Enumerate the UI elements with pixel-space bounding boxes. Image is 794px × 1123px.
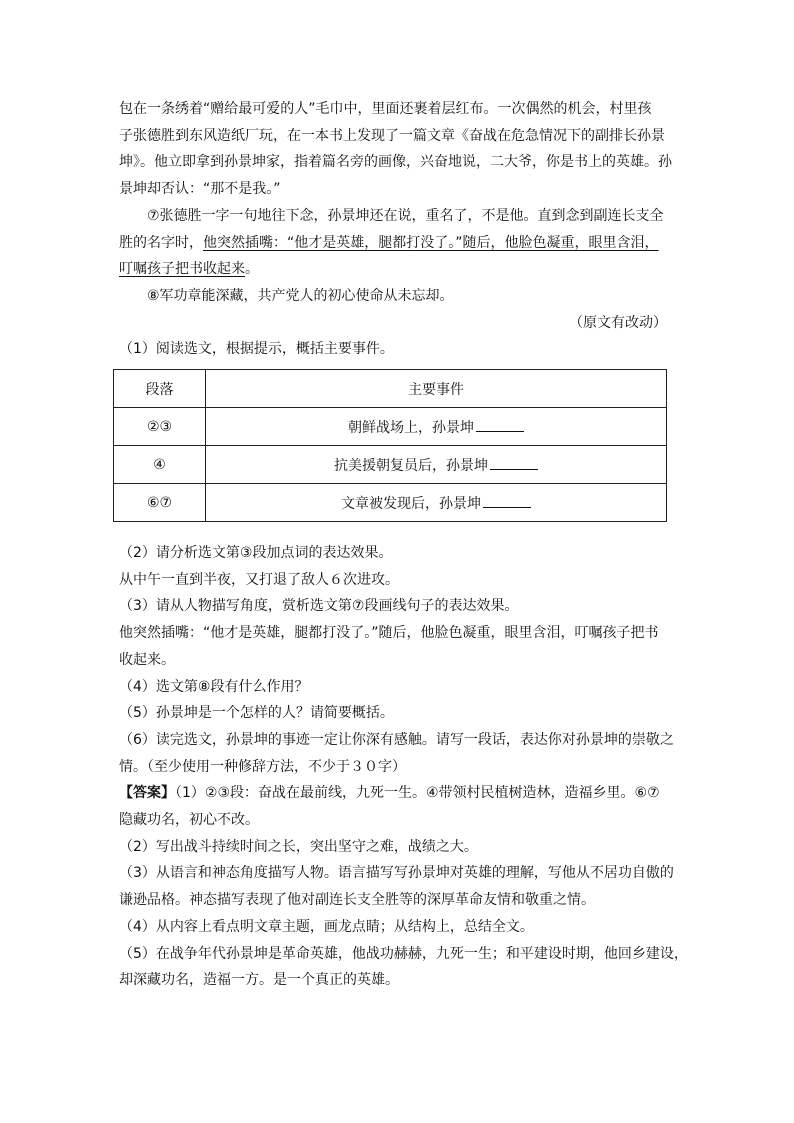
answer-1 <box>119 780 677 807</box>
table-row <box>114 446 667 484</box>
event-text: 朝鲜战场上，孙景坤 <box>348 419 474 436</box>
paragraph-7-line <box>119 256 677 283</box>
answer-text: （1）②③段：奋战在最前线，九死一生。④带领村民植树造林，造福乡里。⑥⑦ <box>175 785 660 802</box>
event-text: 文章被发现后，孙景坤 <box>341 495 481 512</box>
table-cell-paragraph: ⑥⑦ <box>114 484 206 522</box>
underlined-sentence: 叮嘱孩子把书收起来 <box>119 261 245 278</box>
table-row <box>114 484 667 522</box>
question-3-quote: 收起来。 <box>119 651 175 668</box>
document-page <box>119 96 688 994</box>
question-2: （2）请分析选文第③段加点词的表达效果。 <box>119 545 393 562</box>
table-row <box>114 408 667 446</box>
underlined-sentence: 他突然插嘴：“他才是英雄，腿都打没了。”随后，他脸色凝重，眼里含泪， <box>203 234 659 251</box>
answer-blank <box>490 456 538 470</box>
passage-line: 景坤却否认：“那不是我。” <box>119 181 281 198</box>
plain-text: 。 <box>245 261 259 278</box>
question-5: （5）孙景坤是一个怎样的人？请简要概括。 <box>119 705 394 722</box>
table-cell-paragraph: ②③ <box>114 408 206 446</box>
table-cell-event <box>206 484 667 522</box>
answer-blank <box>483 494 531 508</box>
answer-4: （4）从内容上看点明文章主题，画龙点睛；从结构上，总结全文。 <box>119 918 534 935</box>
paragraph-8: ⑧军功章能深藏，共产党人的初心使命从未忘却。 <box>147 287 454 304</box>
answer-5-cont: 却深藏功名，造福一方。是一个真正的英雄。 <box>119 972 399 989</box>
paragraph-7-line: ⑦张德胜一字一句地往下念，孙景坤还在说，重名了，不是他。直到念到副连长支全 <box>147 207 664 224</box>
answer-3-cont: 谦逊品格。神态描写表现了他对副连长支全胜等的深厚革命友情和敬重之情。 <box>119 892 595 909</box>
question-3-quote: 他突然插嘴：“他才是英雄，腿都打没了。”随后，他脸色凝重，眼里含泪，叮嘱孩子把书 <box>119 625 659 642</box>
answer-1-cont: 隐藏功名，初心不改。 <box>119 812 259 829</box>
table-header-row <box>114 370 667 408</box>
event-text: 抗美援朝复员后，孙景坤 <box>334 457 488 474</box>
question-6: 情。（至少使用一种修辞方法，不少于３０字） <box>119 758 406 775</box>
question-3: （3）请从人物描写角度，赏析选文第⑦段画线句子的表达效果。 <box>119 598 519 615</box>
paragraph-7-line <box>119 230 677 257</box>
answer-2: （2）写出战斗持续时间之长，突出坚守之难，战绩之大。 <box>119 838 478 855</box>
answer-blank <box>476 418 524 432</box>
passage-line: 包在一条绣着“赠给最可爱的人”毛巾中，里面还裹着层红布。一次偶然的机会，村里孩 <box>119 101 652 117</box>
question-2-quote: 从中午一直到半夜，又打退了敌人６次进攻。 <box>119 571 399 588</box>
answer-5: （5）在战争年代孙景坤是革命英雄，他战功赫赫，九死一生；和平建设时期，他回乡建设， <box>119 945 688 962</box>
plain-text: 胜的名字时， <box>119 234 203 251</box>
answer-label: 【答案】 <box>119 785 175 802</box>
table-cell-event <box>206 408 667 446</box>
question-4: （4）选文第⑧段有什么作用？ <box>119 678 309 695</box>
question-1: （1）阅读选文，根据提示，概括主要事件。 <box>119 341 394 358</box>
question-6: （6）读完选文，孙景坤的事迹一定让你深有感触。请写一段话，表达你对孙景坤的崇敬之 <box>119 731 674 748</box>
passage-line: 子张德胜到东风造纸厂玩，在一本书上发现了一篇文章《奋战在危急情况下的副排长孙景 <box>119 127 665 144</box>
answer-3: （3）从语言和神态角度描写人物。语言描写写孙景坤对英雄的理解，写他从不居功自傲的 <box>119 865 674 882</box>
table-header: 段落 <box>114 370 206 408</box>
events-table <box>113 369 667 522</box>
table-cell-paragraph: ④ <box>114 446 206 484</box>
table-cell-event <box>206 446 667 484</box>
passage-line: 坤》。他立即拿到孙景坤家，指着篇名旁的画像，兴奋地说，二大爷，你是书上的英雄。孙 <box>119 154 672 171</box>
table-header: 主要事件 <box>206 370 667 408</box>
source-note: （原文有改动） <box>569 314 667 331</box>
